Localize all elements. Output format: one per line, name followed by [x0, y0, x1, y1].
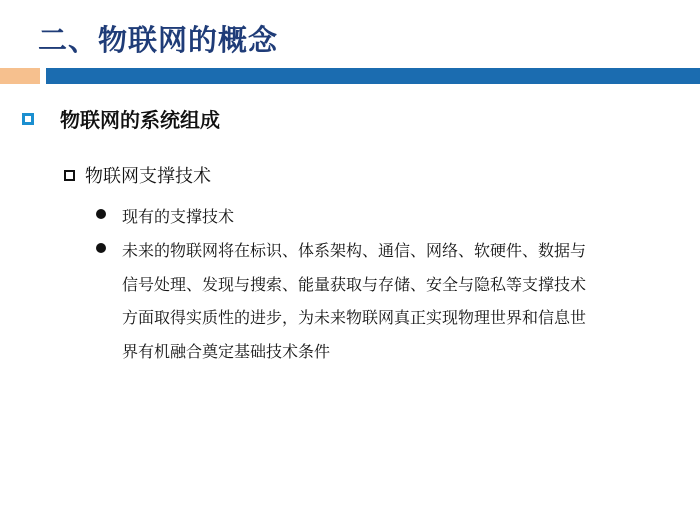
bullet-item	[96, 234, 686, 368]
heading-level-1-text: 物联网的系统组成	[60, 108, 220, 132]
bullet-item	[96, 200, 686, 234]
slide-title: 二、物联网的概念	[38, 23, 279, 57]
heading-level-1	[22, 104, 220, 133]
square-bullet-icon	[22, 113, 34, 125]
bullet-text: 现有的支撑技术	[122, 207, 235, 226]
header-accent-bar	[46, 68, 700, 84]
dot-bullet-icon	[96, 209, 106, 219]
bullet-text: 未来的物联网将在标识、体系架构、通信、网络、软硬件、数据与信号处理、发现与搜索、能量获取与存储、安全与隐私等支撑技术方面取得实质性的进步，为未来物联网真正实现物理世界和信息世界有机融合奠定基础技术条件	[122, 241, 587, 361]
square-bullet-icon	[64, 170, 75, 181]
dot-bullet-icon	[96, 243, 106, 253]
heading-level-2	[64, 162, 211, 188]
heading-level-2-text: 物联网支撑技术	[85, 166, 211, 187]
header-accent-block	[0, 68, 40, 84]
